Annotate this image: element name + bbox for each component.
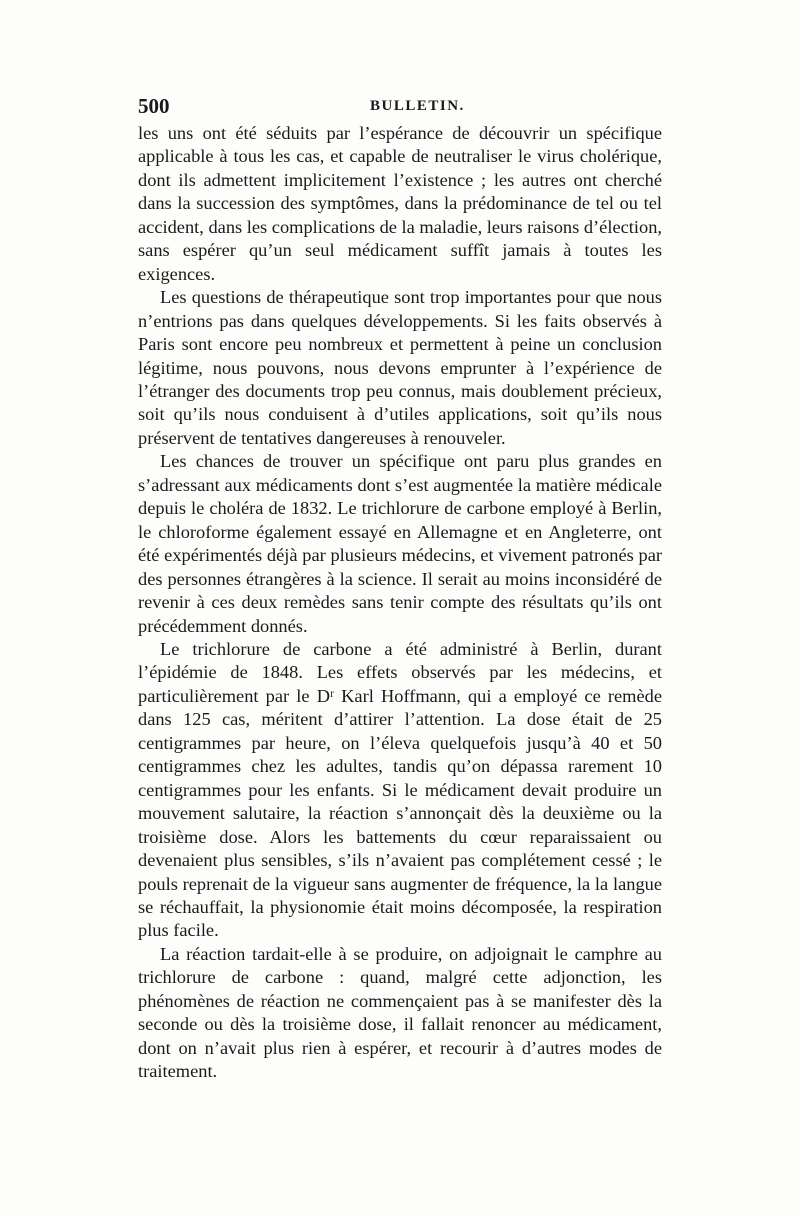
page-header bbox=[138, 94, 662, 124]
body-text bbox=[138, 122, 662, 1084]
paragraph-2: Les questions de thérapeutique sont trop importantes pour que nous n’entrions pas dans quelques développements. Si les faits observés à Paris sont encore peu nombreux et permettent à peine un conclusion légitime, nous pouvons, nous devons emprunter à l’expérience de l’étranger des documents trop peu connus, mais doublement précieux, soit qu’ils nous conduisent à d’utiles applications, soit qu’ils nous préservent de tentatives dangereuses à renouveler. bbox=[138, 287, 662, 448]
paragraph-4: Le trichlorure de carbone a été administré à Berlin, durant l’épidémie de 1848. Les effets observés par les médecins, et particulièrement par le Dʳ Karl Hoffmann, qui a employé ce remède dans 125 cas, méritent d’attirer l’attention. La dose était de 25 centigrammes par heure, on l’éleva quelquefois jusqu’à 40 et 50 centigrammes chez les adultes, tandis qu’on dépassa rarement 10 centigrammes pour les enfants. Si le médicament devait produire un mouvement salutaire, la réaction s’annonçait dès la deuxième ou la troisième dose. Alors les battements du cœur reparaissaient ou devenaient plus sensibles, s’ils n’avaient pas complétement cessé ; le pouls reprenait de la vigueur sans augmenter de fréquence, la la langue se réchauffait, la physionomie était moins décomposée, la respiration plus facile. bbox=[138, 638, 662, 941]
page-number: 500 bbox=[138, 94, 170, 118]
paragraph-5: La réaction tardait-elle à se produire, on adjoignait le camphre au trichlorure de carbone : quand, malgré cette adjonction, les phénomènes de réaction ne commençaient pas à se manifester dès la seconde ou dès la troisième dose, il fallait renoncer au médicament, dont on n’avait plus rien à espérer, et recourir à d’autres modes de traitement. bbox=[138, 943, 662, 1082]
running-title: BULLETIN. bbox=[370, 98, 465, 114]
paragraph-1: les uns ont été séduits par l’espérance de découvrir un spécifique applicable à tous les cas, et capable de neutraliser le virus cholérique, dont ils admettent implicitement l’existence ; les autres ont cherché dans la succession des symptômes, dans la prédominance de tel ou tel accident, dans les complications de la maladie, leurs raisons d’élection, sans espérer qu’un seul médicament suffît jamais à toutes les exigences. bbox=[138, 123, 662, 284]
paragraph-3: Les chances de trouver un spécifique ont paru plus grandes en s’adressant aux médicaments dont s’est augmentée la matière médicale depuis le choléra de 1832. Le trichlorure de carbone employé à Berlin, le chloroforme également essayé en Allemagne et en Angleterre, ont été expérimentés déjà par plusieurs médecins, et vivement patronés par des personnes étrangères à la science. Il serait au moins inconsidéré de revenir à ces deux remèdes sans tenir compte des résultats qu’ils ont précédemment donnés. bbox=[138, 451, 662, 636]
